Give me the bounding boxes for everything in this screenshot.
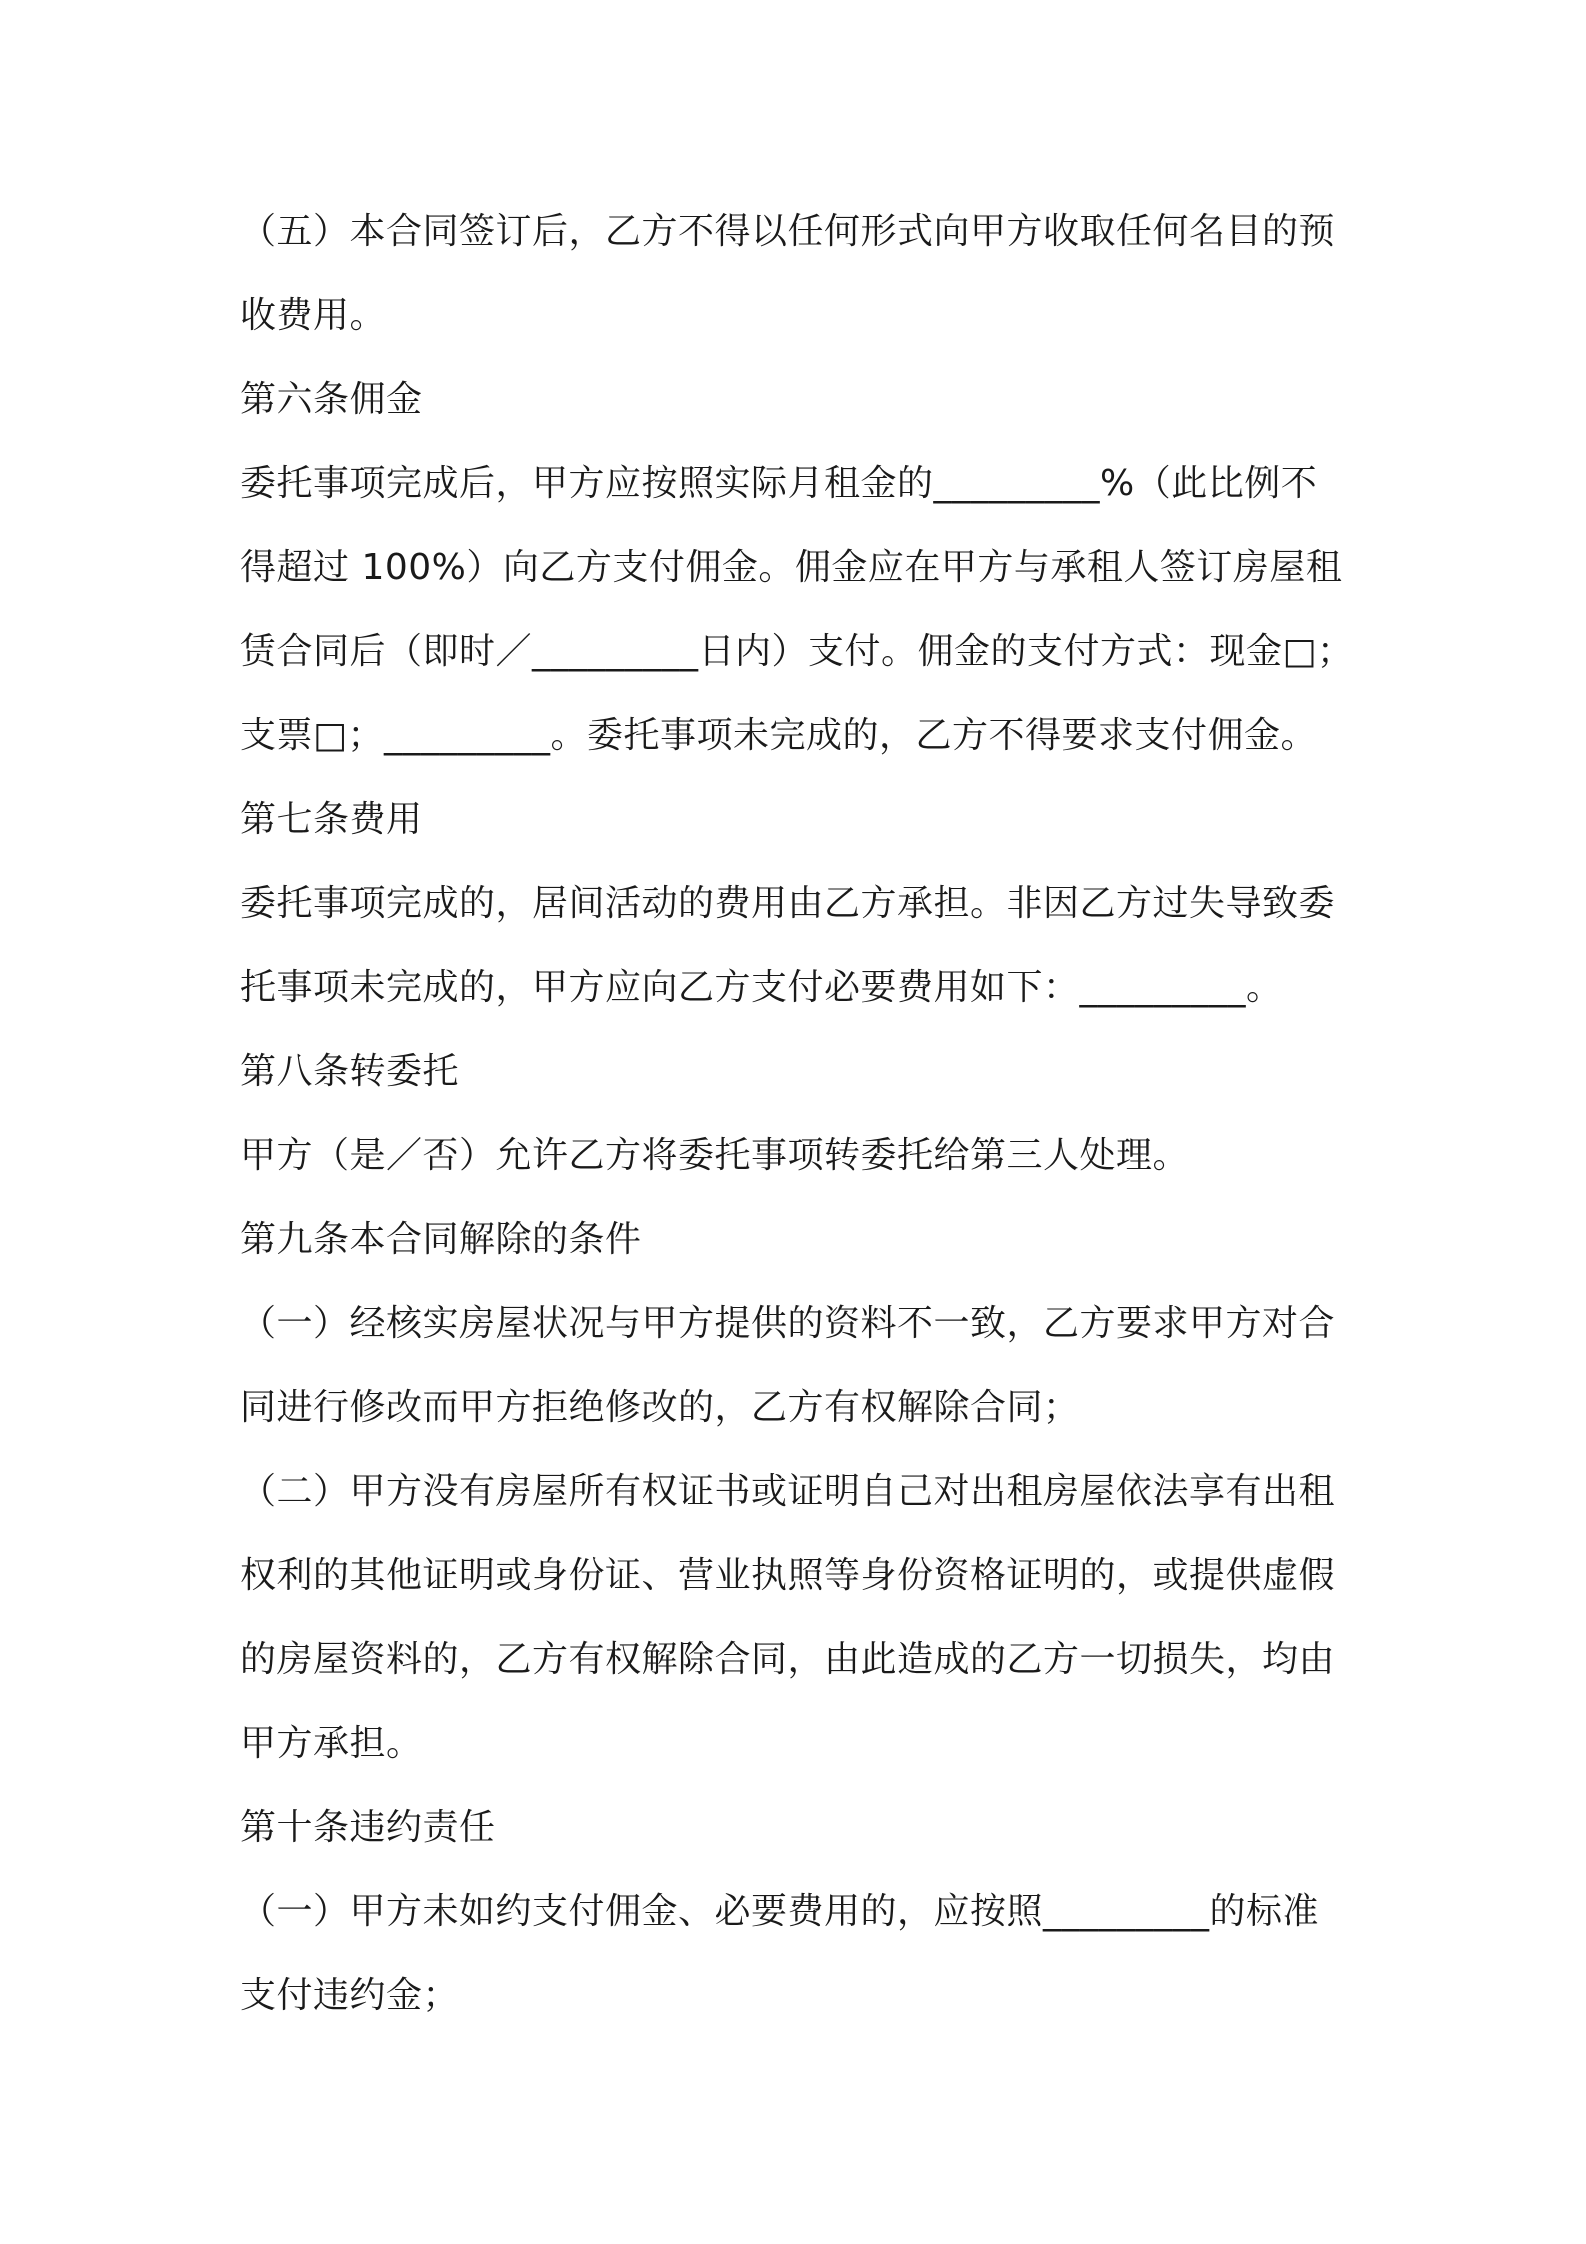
article-7-heading: 第七条费用 [240,799,423,840]
article-6-heading: 第六条佣金 [240,379,423,420]
article-9-1-line-1: （一）经核实房屋状况与甲方提供的资料不一致，乙方要求甲方对合 [240,1303,1336,1344]
article-9-2-line-4: 甲方承担。 [240,1723,423,1764]
article-9-heading: 第九条本合同解除的条件 [240,1219,642,1260]
article-9-2-line-2: 权利的其他证明或身份证、营业执照等身份资格证明的，或提供虚假 [240,1555,1336,1596]
article-6-line-1: 委托事项完成后，甲方应按照实际月租金的_________%（此比例不 [240,463,1318,504]
article-7-line-1: 委托事项完成的，居间活动的费用由乙方承担。非因乙方过失导致委 [240,883,1336,924]
article-6-line-3: 赁合同后（即时／_________日内）支付。佣金的支付方式：现金□； [240,631,1354,672]
article-9-2-line-3: 的房屋资料的，乙方有权解除合同，由此造成的乙方一切损失，均由 [240,1639,1336,1680]
document-body [240,190,1355,2038]
article-10-heading: 第十条违约责任 [240,1807,496,1848]
article-8-heading: 第八条转委托 [240,1051,460,1092]
clause-5-5-line-1: （五）本合同签订后，乙方不得以任何形式向甲方收取任何名目的预 [240,211,1336,252]
article-10-1-line-2: 支付违约金； [240,1975,460,2016]
article-6-line-4: 支票□；_________。委托事项未完成的，乙方不得要求支付佣金。 [240,715,1318,756]
clause-5-5-line-2: 收费用。 [240,295,387,336]
article-9-1-line-2: 同进行修改而甲方拒绝修改的，乙方有权解除合同； [240,1387,1080,1428]
article-9-2-line-1: （二）甲方没有房屋所有权证书或证明自己对出租房屋依法享有出租 [240,1471,1336,1512]
article-8-line-1: 甲方（是／否）允许乙方将委托事项转委托给第三人处理。 [240,1135,1190,1176]
article-10-1-line-1: （一）甲方未如约支付佣金、必要费用的，应按照_________的标准 [240,1891,1320,1932]
article-7-line-2: 托事项未完成的，甲方应向乙方支付必要费用如下：_________。 [240,967,1283,1008]
article-6-line-2: 得超过 100%）向乙方支付佣金。佣金应在甲方与承租人签订房屋租 [240,547,1343,588]
